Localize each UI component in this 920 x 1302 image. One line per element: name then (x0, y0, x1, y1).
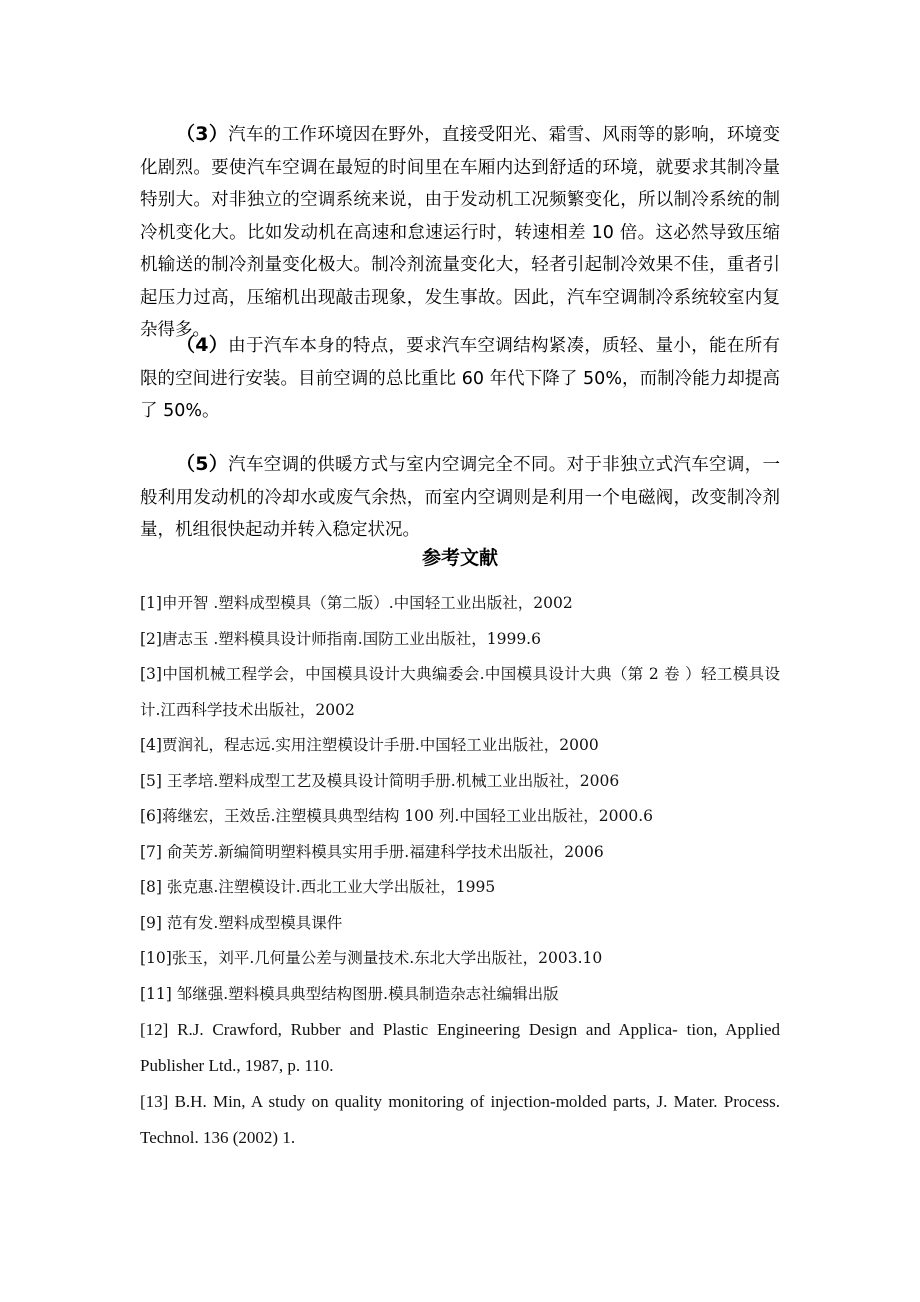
reference-item: [5] 王孝培.塑料成型工艺及模具设计简明手册.机械工业出版社，2006 (140, 771, 620, 790)
paragraph-number: （3） (176, 123, 229, 145)
reference-item: [4]贾润礼，程志远.实用注塑模设计手册.中国轻工业出版社，2000 (140, 736, 599, 754)
paragraph-number: （5） (176, 453, 229, 475)
reference-item: [8] 张克惠.注塑模设计.西北工业大学出版社，1995 (140, 878, 496, 896)
reference-item: [1]申开智 .塑料成型模具（第二版）.中国轻工业出版社，2002 (140, 594, 573, 612)
reference-item: [7] 俞芙芳.新编简明塑料模具实用手册.福建科学技术出版社，2006 (140, 842, 604, 861)
reference-item: [3]中国机械工程学会，中国模具设计大典编委会.中国模具设计大典（第 2 卷 ）轻工模具设计.江西科学技术出版社，2002 (140, 665, 780, 719)
reference-list (140, 586, 780, 1156)
reference-item: [11] 邹继强.塑料模具典型结构图册.模具制造杂志社编辑出版 (140, 984, 559, 1003)
reference-item: [9] 范有发.塑料成型模具课件 (140, 913, 343, 932)
paragraph-text: 由于汽车本身的特点，要求汽车空调结构紧凑，质轻、量小，能在所有限的空间进行安装。目前空调的总比重比 60 年代下降了 50%，而制冷能力却提高了 50%。 (140, 336, 780, 421)
paragraph-number: （4） (176, 334, 229, 356)
paragraph-5 (140, 448, 780, 547)
reference-item: [13] B.H. Min, A study on quality monitoring of injection-molded parts, J. Mater. Process. Technol. 136 (2002) 1. (140, 1092, 780, 1147)
paragraph-text: 汽车空调的供暖方式与室内空调完全不同。对于非独立式汽车空调，一般利用发动机的冷却水或废气余热，而室内空调则是利用一个电磁阀，改变制冷剂量，机组很快起动并转入稳定状况。 (140, 455, 780, 540)
paragraph-text: 汽车的工作环境因在野外，直接受阳光、霜雪、风雨等的影响，环境变化剧烈。要使汽车空调在最短的时间里在车厢内达到舒适的环境，就要求其制冷量特别大。对非独立的空调系统来说，由于发动机工况频繁变化，所以制冷系统的制冷机变化大。比如发动机在高速和怠速运行时，转速相差 10 倍。这必然导致压缩机输送的制冷剂量变化极大。制冷剂流量变化大，轻者引起制冷效果不佳，重者引起压力过高，压缩机出现敲击现象，发生事故。因此，汽车空调制冷系统较室内复杂得多。 (140, 125, 780, 340)
reference-item: [10]张玉，刘平.几何量公差与测量技术.东北大学出版社，2003.10 (140, 949, 603, 967)
reference-item: [2]唐志玉 .塑料模具设计师指南.国防工业出版社，1999.6 (140, 629, 541, 648)
reference-item: [6]蒋继宏，王效岳.注塑模具典型结构 100 列.中国轻工业出版社，2000.6 (140, 807, 653, 825)
reference-item: [12] R.J. Crawford, Rubber and Plastic Engineering Design and Applica- tion, Applied Publisher Ltd., 1987, p. 110. (140, 1020, 780, 1075)
paragraph-4 (140, 329, 780, 428)
references-heading: 参考文献 (421, 547, 498, 569)
paragraph-3 (140, 118, 780, 347)
